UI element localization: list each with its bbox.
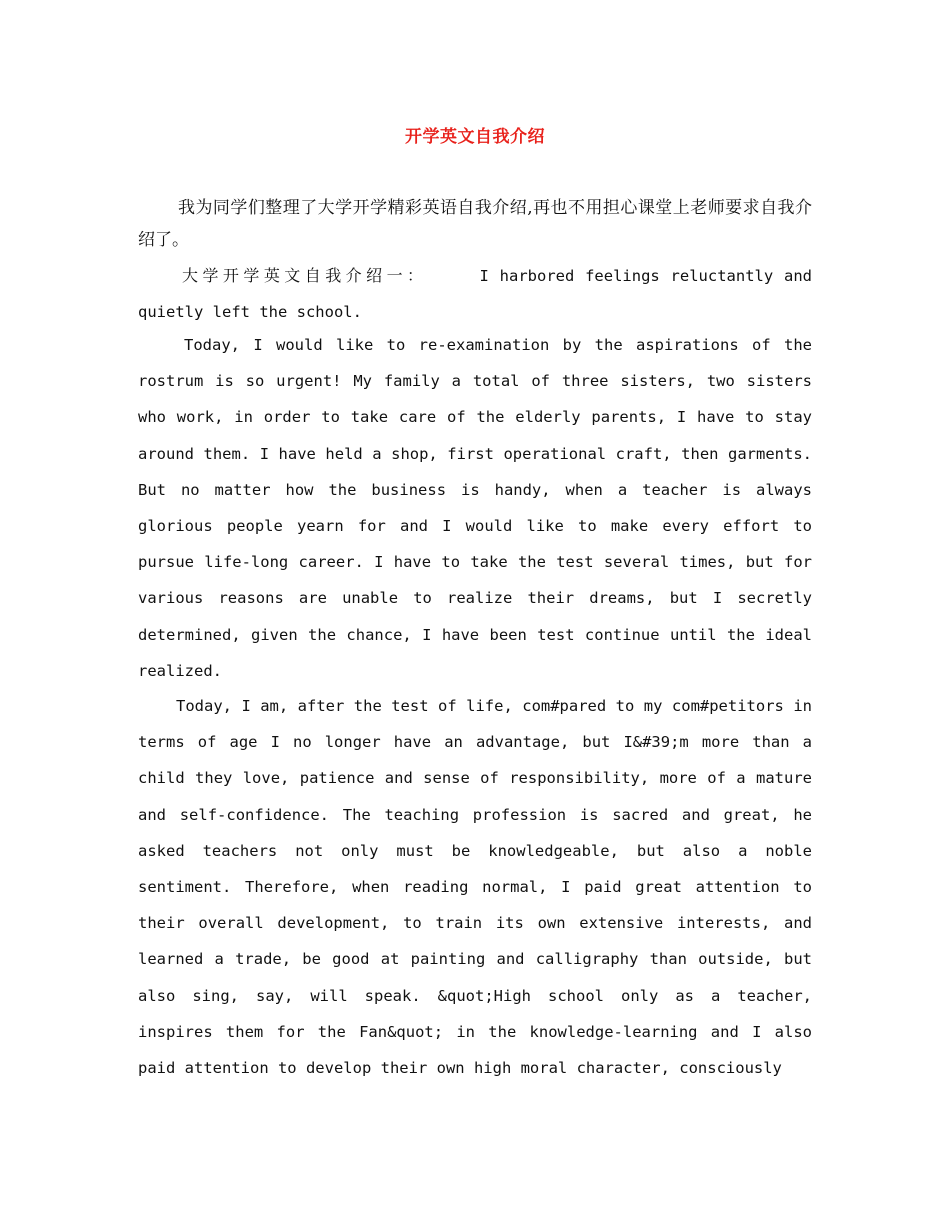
intro-paragraph: 我为同学们整理了大学开学精彩英语自我介绍,再也不用担心课堂上老师要求自我介绍了。 [138,198,812,250]
paragraph-1 [138,258,812,330]
paragraph-1-text: I harbored feelings reluctantly and quietly left the school. [138,267,812,322]
page-title: 开学英文自我介绍 [405,127,545,147]
section-heading: 大学开学英文自我介绍一： [182,266,428,285]
paragraph-3: Today, I am, after the test of life, com#pared to my com#petitors in terms of age I no longer have an advantage, but I&#39;m more than a child they love, patience and sense of responsibility, more of a mature and self-confidence. The teaching profession is sacred and great, he asked teachers not only must be knowledgeable, but also a noble sentiment. Therefore, when reading normal, I paid great attention to their overall development, to train its own extensive interests, and learned a trade, be good at painting and calligraphy than outside, but also sing, say, will speak. &quot;High school only as a teacher, inspires them for the Fan&quot; in the knowledge-learning and I also paid attention to develop their own high moral character, consciously [138,697,812,1078]
paragraph-2: Today, I would like to re-examination by the aspirations of the rostrum is so urgent! My family a total of three sisters, two sisters who work, in order to take care of the elderly parents, I have to stay around them. I have held a shop, first operational craft, then garments. But no matter how the business is handy, when a teacher is always glorious people yearn for and I would like to make every effort to pursue life-long career. I have to take the test several times, but for various reasons are unable to realize their dreams, but I secretly determined, given the chance, I have been test continue until the ideal realized. [138,336,812,680]
